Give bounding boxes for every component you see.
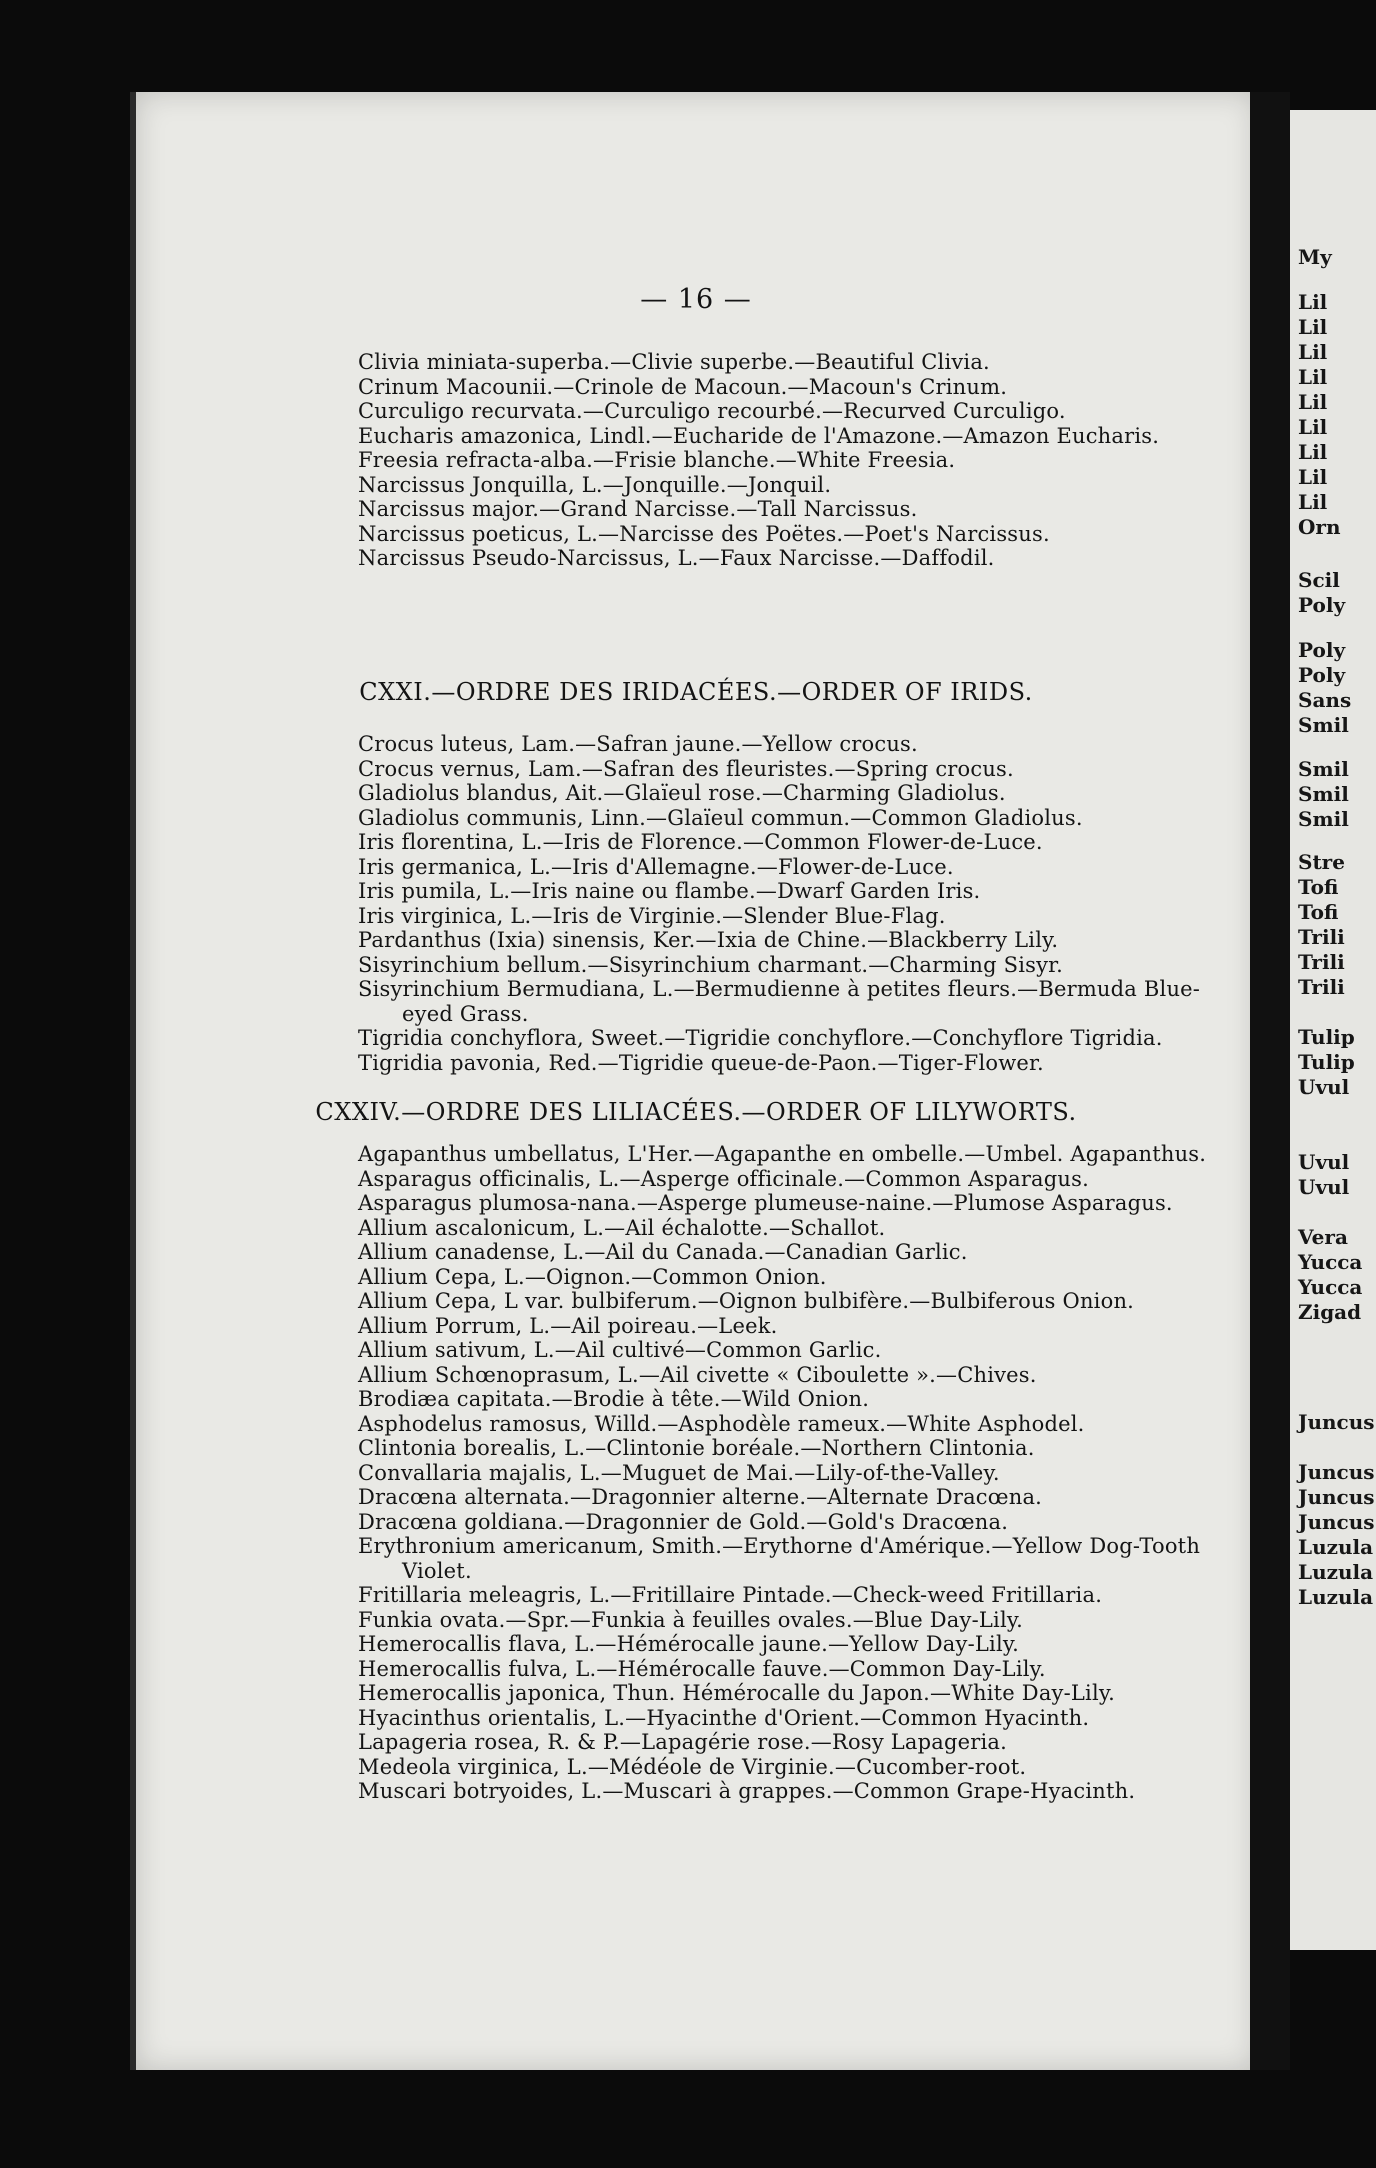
entry-list-lilyworts	[358, 1142, 1248, 1804]
list-item: Curculigo recurvata.—Curculigo recourbé.—Recurved Curculigo.	[358, 399, 1066, 423]
adjacent-page-fragment: Smil	[1298, 782, 1349, 806]
list-item: Crinum Macounii.—Crinole de Macoun.—Macoun's Crinum.	[358, 374, 1008, 399]
list-item: Tigridia pavonia, Red.—Tigridie queue-de-Paon.—Tiger-Flower.	[358, 1050, 1044, 1075]
adjacent-page-fragment: Vera	[1298, 1225, 1348, 1249]
adjacent-page-fragment: Poly	[1298, 638, 1346, 662]
adjacent-page-fragment: Lil	[1298, 390, 1328, 414]
adjacent-page-fragment: Lil	[1298, 440, 1328, 464]
list-item: Crocus luteus, Lam.—Safran jaune.—Yellow crocus.	[358, 732, 918, 756]
list-item: Gladiolus blandus, Ait.—Glaïeul rose.—Charming Gladiolus.	[358, 781, 1006, 805]
list-item: Clivia miniata-superba.—Clivie superbe.—Beautiful Clivia.	[358, 350, 990, 374]
list-item: Convallaria majalis, L.—Muguet de Mai.—Lily-of-the-Valley.	[358, 1460, 1000, 1485]
list-item: Eucharis amazonica, Lindl.—Eucharide de l'Amazone.—Amazon Eucharis.	[358, 423, 1160, 448]
list-item: Allium Schœnoprasum, L.—Ail civette « Ciboulette ».—Chives.	[358, 1362, 1037, 1387]
list-item: Allium Porrum, L.—Ail poireau.—Leek.	[358, 1313, 778, 1338]
list-item: Allium canadense, L.—Ail du Canada.—Canadian Garlic.	[358, 1240, 968, 1264]
list-item: Crocus vernus, Lam.—Safran des fleuristes.—Spring crocus.	[358, 756, 1014, 781]
list-item: Allium Cepa, L.—Oignon.—Common Onion.	[358, 1264, 827, 1289]
adjacent-page-fragment: Sans	[1298, 688, 1352, 712]
list-item: Narcissus poeticus, L.—Narcisse des Poëtes.—Poet's Narcissus.	[358, 521, 1050, 546]
adjacent-page-fragment: Smil	[1298, 757, 1349, 781]
adjacent-page-edge	[1290, 110, 1376, 1950]
adjacent-page-fragment: Uvul	[1298, 1175, 1350, 1199]
list-item: Asparagus plumosa-nana.—Asperge plumeuse-naine.—Plumose Asparagus.	[358, 1191, 1173, 1215]
adjacent-page-fragment: Smil	[1298, 807, 1349, 831]
adjacent-page-fragment: Juncus	[1298, 1410, 1375, 1434]
adjacent-page-fragment: Uvul	[1298, 1075, 1350, 1099]
adjacent-page-fragment: Luzula	[1298, 1535, 1374, 1559]
list-item: Iris virginica, L.—Iris de Virginie.—Slender Blue-Flag.	[358, 903, 946, 928]
adjacent-page-fragment: Lil	[1298, 290, 1328, 314]
list-item: Sisyrinchium bellum.—Sisyrinchium charmant.—Charming Sisyr.	[358, 952, 1063, 977]
list-item: Erythronium americanum, Smith.—Erythorne d'Amérique.—Yellow Dog-Tooth Violet.	[358, 1534, 1201, 1583]
section-heading-irids: CXXI.—ORDRE DES IRIDACÉES.—ORDER OF IRIDS.	[359, 678, 1033, 706]
adjacent-page-fragment: Poly	[1298, 663, 1346, 687]
list-item: Clintonia borealis, L.—Clintonie boréale.—Northern Clintonia.	[358, 1436, 1035, 1460]
adjacent-page-fragment: Lil	[1298, 315, 1328, 339]
adjacent-page-fragment: Tulip	[1298, 1025, 1355, 1049]
list-item: Gladiolus communis, Linn.—Glaïeul commun.—Common Gladiolus.	[358, 805, 1083, 830]
adjacent-page-fragment: Orn	[1298, 515, 1341, 539]
list-item: Iris florentina, L.—Iris de Florence.—Common Flower-de-Luce.	[358, 830, 1043, 854]
list-item: Agapanthus umbellatus, L'Her.—Agapanthe en ombelle.—Umbel. Agapanthus.	[358, 1142, 1207, 1166]
list-item: Asphodelus ramosus, Willd.—Asphodèle rameux.—White Asphodel.	[358, 1411, 1085, 1436]
entry-list-irids	[358, 732, 1248, 1075]
list-item: Tigridia conchyflora, Sweet.—Tigridie conchyflore.—Conchyflore Tigridia.	[358, 1026, 1163, 1050]
adjacent-page-fragment: Zigad	[1298, 1300, 1362, 1324]
list-item: Allium sativum, L.—Ail cultivé—Common Garlic.	[358, 1338, 882, 1362]
adjacent-page-fragment: Lil	[1298, 415, 1328, 439]
adjacent-page-fragment: Luzula	[1298, 1560, 1374, 1584]
page-number: — 16 —	[640, 284, 752, 315]
adjacent-page-fragment: Lil	[1298, 490, 1328, 514]
adjacent-page-fragment: Lil	[1298, 340, 1328, 364]
adjacent-page-fragment: Uvul	[1298, 1150, 1350, 1174]
adjacent-page-fragment: Scil	[1298, 568, 1340, 592]
adjacent-page-fragment: Trili	[1298, 975, 1345, 999]
adjacent-page-fragment: Lil	[1298, 365, 1328, 389]
adjacent-page-fragment: My	[1298, 245, 1332, 269]
list-item: Funkia ovata.—Spr.—Funkia à feuilles ovales.—Blue Day-Lily.	[358, 1607, 1024, 1632]
section-heading-lilyworts: CXXIV.—ORDRE DES LILIACÉES.—ORDER OF LILYWORTS.	[315, 1098, 1077, 1126]
adjacent-page-fragment: Yucca	[1298, 1250, 1363, 1274]
adjacent-page-fragment: Smil	[1298, 713, 1349, 737]
list-item: Freesia refracta-alba.—Frisie blanche.—White Freesia.	[358, 448, 956, 472]
list-item: Brodiæa capitata.—Brodie à tête.—Wild Onion.	[358, 1387, 870, 1411]
list-item: Narcissus major.—Grand Narcisse.—Tall Narcissus.	[358, 497, 918, 521]
adjacent-page-fragment: Lil	[1298, 465, 1328, 489]
list-item: Allium ascalonicum, L.—Ail échalotte.—Schallot.	[358, 1215, 886, 1240]
list-item: Iris germanica, L.—Iris d'Allemagne.—Flower-de-Luce.	[358, 854, 954, 879]
adjacent-page-fragment: Tofi	[1298, 900, 1339, 924]
page-gutter	[1250, 92, 1290, 2070]
list-item: Allium Cepa, L var. bulbiferum.—Oignon bulbifère.—Bulbiferous Onion.	[358, 1289, 1135, 1313]
adjacent-page-fragment: Stre	[1298, 850, 1345, 874]
entry-list-amaryllids	[358, 350, 1248, 571]
list-item: Iris pumila, L.—Iris naine ou flambe.—Dwarf Garden Iris.	[358, 879, 981, 903]
adjacent-page-fragment: Trili	[1298, 925, 1345, 949]
list-item: Hemerocallis flava, L.—Hémérocalle jaune.—Yellow Day-Lily.	[358, 1632, 1020, 1656]
list-item: Medeola virginica, L.—Médéole de Virginie.—Cucomber-root.	[358, 1754, 1027, 1779]
adjacent-page-fragment: Tofi	[1298, 875, 1339, 899]
adjacent-page-fragment: Juncus	[1298, 1460, 1375, 1484]
list-item: Hemerocallis japonica, Thun. Hémérocalle du Japon.—White Day-Lily.	[358, 1681, 1116, 1705]
list-item: Dracœna goldiana.—Dragonnier de Gold.—Gold's Dracœna.	[358, 1509, 1009, 1534]
list-item: Hemerocallis fulva, L.—Hémérocalle fauve.—Common Day-Lily.	[358, 1656, 1046, 1681]
list-item: Sisyrinchium Bermudiana, L.—Bermudienne à petites fleurs.—Bermuda Blue-eyed Grass.	[358, 977, 1201, 1026]
adjacent-page-fragment: Luzula	[1298, 1585, 1374, 1609]
list-item: Narcissus Pseudo-Narcissus, L.—Faux Narcisse.—Daffodil.	[358, 546, 995, 570]
book-page	[130, 92, 1256, 2070]
list-item: Pardanthus (Ixia) sinensis, Ker.—Ixia de Chine.—Blackberry Lily.	[358, 928, 1059, 952]
list-item: Muscari botryoides, L.—Muscari à grappes.—Common Grape-Hyacinth.	[358, 1779, 1136, 1803]
list-item: Hyacinthus orientalis, L.—Hyacinthe d'Orient.—Common Hyacinth.	[358, 1705, 1090, 1730]
list-item: Fritillaria meleagris, L.—Fritillaire Pintade.—Check-weed Fritillaria.	[358, 1583, 1103, 1607]
list-item: Narcissus Jonquilla, L.—Jonquille.—Jonquil.	[358, 472, 832, 497]
list-item: Dracœna alternata.—Dragonnier alterne.—Alternate Dracœna.	[358, 1485, 1043, 1509]
list-item: Asparagus officinalis, L.—Asperge officinale.—Common Asparagus.	[358, 1166, 1089, 1191]
adjacent-page-fragment: Trili	[1298, 950, 1345, 974]
adjacent-page-fragment: Tulip	[1298, 1050, 1355, 1074]
adjacent-page-fragment: Juncus	[1298, 1485, 1375, 1509]
adjacent-page-fragment: Yucca	[1298, 1275, 1363, 1299]
adjacent-page-fragment: Poly	[1298, 593, 1346, 617]
adjacent-page-fragment: Juncus	[1298, 1510, 1375, 1534]
list-item: Lapageria rosea, R. & P.—Lapagérie rose.—Rosy Lapageria.	[358, 1730, 1008, 1754]
